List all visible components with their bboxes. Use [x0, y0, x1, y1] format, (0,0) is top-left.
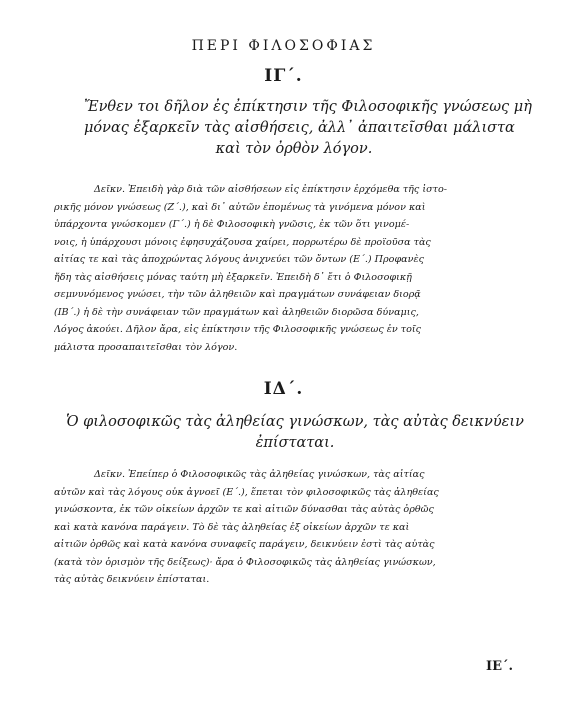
proposition-line: ἐπίσταται. [255, 435, 335, 451]
proposition-line: καὶ τὸν ὀρθὸν λόγον. [215, 141, 373, 157]
running-head: ΠΕΡΙ ΦΙΛΟΣΟΦΙΑΣ [191, 38, 376, 54]
proof-line: μάλιστα προσαπαιτεῖσθαι τὸν λόγον. [54, 341, 238, 353]
proof-line: αὐτῶν καὶ τὰς λόγους οὐκ ἀγνοεῖ (Ε΄.), ἕπεται τὸν φιλοσοφικῶς τὰς ἀληθείας [54, 486, 439, 498]
proof-line: σεμνυνόμενος γνώσει, τὴν τῶν ἀληθειῶν καὶ πραγμάτων συνάφειαν διορᾷ [54, 289, 421, 300]
section-13-number: ΙΓ΄. [264, 66, 303, 86]
proof-line: Δεῖκν. Ἐπειδὴ γὰρ διὰ τῶν αἰσθήσεων εἰς ἐπίκτησιν ἐρχόμεθα τῆς ἱστο- [94, 184, 447, 195]
proposition-line: Ἔνθεν τοι δῆλον ἐς ἐπίκτησιν τῆς Φιλοσοφικῆς γνώσεως μὴ [84, 99, 532, 115]
proof-line: γινώσκοντα, ἐκ τῶν οἰκείων ἀρχῶν τε καὶ αἰτιῶν δύνασθαι τὰς αὐτὰς ὀρθῶς [54, 504, 434, 515]
proof-line: (ΙΒ΄.) ἡ δὲ τὴν συνάφειαν τῶν πραγμάτων καὶ ἀληθειῶν διορῶσα δύναμις, [54, 306, 419, 318]
proof-line: τὰς αὐτὰς δεικνύειν ἐπίσταται. [54, 574, 210, 585]
catchword: ΙΕ΄. [486, 659, 514, 674]
section-13-proof [54, 181, 514, 356]
proof-line: καὶ κατὰ κανόνα παράγειν. Τὸ δὲ τὰς ἀληθείας ἐξ οἰκείων ἀρχῶν τε καὶ [54, 521, 410, 533]
proof-line: ἤδη τὰς αἰσθήσεις μόνας ταύτη μὴ ἐξαρκεῖν. Ἐπειδὴ δ᾽ ἔτι ὁ Φιλοσοφικῇ [54, 271, 412, 283]
section-14-proposition [62, 412, 528, 454]
section-14-proof [54, 466, 514, 589]
section-14-number: ΙΔ΄. [263, 379, 304, 399]
proof-line: Δεῖκν. Ἐπείπερ ὁ Φιλοσοφικῶς τὰς ἀληθείας γινώσκων, τὰς αἰτίας [94, 469, 425, 480]
proof-line: αἰτίας τε καὶ τὰς ἀποχρώντας λόγους ἀνιχνεύει τῶν ὄντων (Ε΄.) Προφανὲς [54, 254, 425, 265]
proof-line: ὑπάρχοντα γνώσκομεν (Γ΄.) ἡ δὲ Φιλοσοφικὴ γνῶσις, ἐκ τῶν ὅτι γινομέ- [54, 219, 410, 230]
proof-line: αἰτιῶν ὀρθῶς καὶ κατὰ κανόνα συναφεῖς παράγειν, δεικνύειν ἐστὶ τὰς αὐτὰς [54, 539, 435, 550]
proof-line: νοις, ἡ ὑπάρχουσι μόνοις ἐφησυχάζουσα χαίρει, πορρωτέρω δὲ προϊοῦσα τὰς [54, 236, 431, 248]
proof-line: ρικῆς μόνον γνώσεως (Ζ΄.), καὶ δι᾽ αὐτῶν ἐπομένως τὰ γινόμενα μόνον καὶ [54, 201, 426, 213]
proof-line: Λόγος ἀκούει. Δῆλον ἄρα, εἰς ἐπίκτησιν τῆς Φιλοσοφικῆς γνώσεως ἐν τοῖς [54, 324, 422, 335]
proof-line: (κατὰ τὸν ὁρισμὸν τῆς δείξεως)· ἄρα ὁ Φιλοσοφικῶς τὰς ἀληθείας γινώσκων, [54, 556, 436, 568]
section-13-proposition [84, 97, 532, 160]
proposition-line: Ὁ φιλοσοφικῶς τὰς ἀληθείας γινώσκων, τὰς αὐτὰς δεικνύειν [66, 414, 524, 430]
proposition-line: μόνας ἐξαρκεῖν τὰς αἰσθήσεις, ἀλλ᾽ ἀπαιτεῖσθαι μάλιστα [84, 120, 515, 136]
